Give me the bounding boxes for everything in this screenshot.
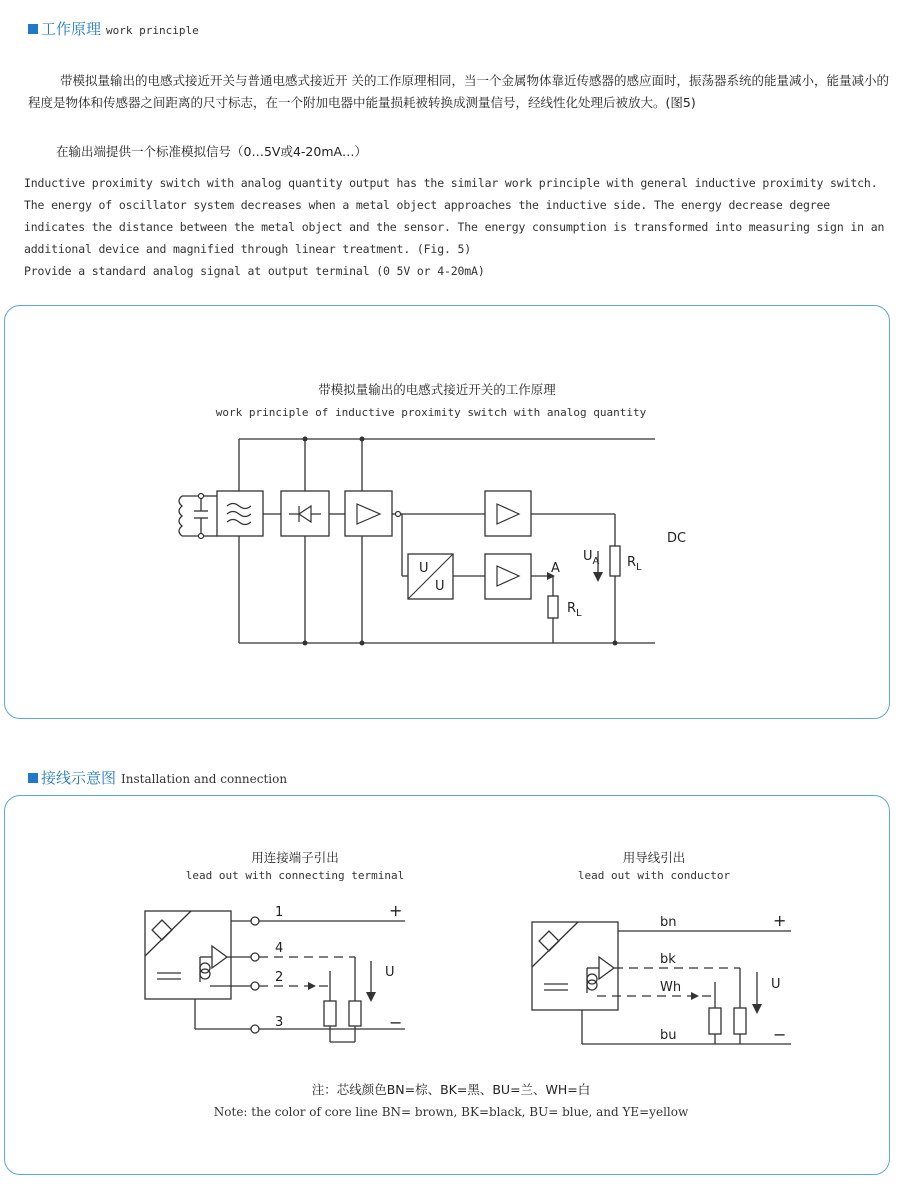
- paragraph-zh: 带模拟量输出的电感式接近开关与普通电感式接近开 关的工作原理相同，当一个金属物体靠近传感器的感应面时，振荡器系统的能量减小，能量减小的程度是物体和传感器之间距离的尺寸标志，在一个附加电器中能量损耗被转换成测量信号，经线性化处理后被放大。(图5): [28, 73, 889, 110]
- oscillator-block: [217, 491, 263, 536]
- amplifier-block-1: [345, 491, 392, 536]
- label-ua: $U_A$: [583, 549, 600, 567]
- section-heading-work-principle: [28, 18, 199, 39]
- label-a: A: [551, 561, 560, 576]
- converter-label-bottom: U: [435, 579, 445, 594]
- left-u-arrow-icon: [366, 992, 376, 1002]
- diagram-panel-wiring: [4, 795, 890, 1175]
- heading-zh: 工作原理: [41, 20, 102, 38]
- right-title-en: lead out with conductor: [577, 869, 731, 882]
- paragraph-zh-2: 在输出端提供一个标准模拟信号（0…5V或4-20mA…）: [56, 144, 368, 159]
- wire-bu-label: bu: [660, 1028, 677, 1043]
- left-plus-label: +: [389, 901, 403, 920]
- right-title-zh: 用导线引出: [622, 850, 686, 865]
- terminal-2-label: 2: [275, 970, 284, 985]
- left-title-zh: 用连接端子引出: [251, 850, 339, 865]
- circuit-wires: [179, 439, 655, 643]
- right-u-arrow-icon: [752, 1004, 762, 1014]
- label-dc: DC: [667, 531, 687, 546]
- paragraph-en: Inductive proximity switch with analog quantity output has the similar work principle with general inductive proximity switch. The energy of oscillator system decreases when a metal object approaches the inductive side. The energy decrease degree indicates the distance between the metal object and the sensor. The energy consumption is transformed into measuring sign in an additional device and magnified through linear treatment. (Fig. 5): [24, 176, 885, 256]
- left-title-en: lead out with connecting terminal: [185, 869, 405, 882]
- wire-wh-label: Wh: [660, 980, 682, 995]
- right-plus-label: +: [773, 911, 787, 930]
- left-u-label: U: [385, 965, 395, 980]
- note-en: Note: the color of core line BN= brown, BK=black, BU= blue, and YE=yellow: [213, 1105, 689, 1119]
- section-heading-installation: [28, 767, 287, 788]
- left-current-arrow-icon: [308, 982, 316, 990]
- diagram-panel-principle: [4, 305, 890, 719]
- resistor-right-icon: [610, 546, 620, 576]
- label-rl-right: $R_L$: [627, 555, 642, 573]
- amplifier-block-top: [485, 491, 531, 536]
- paragraph-en-2: Provide a standard analog signal at output terminal (0 5V or 4-20mA): [24, 264, 485, 278]
- heading-zh: 接线示意图: [41, 769, 117, 787]
- note-zh: 注：芯线颜色BN=棕、BK=黑、BU=兰、WH=白: [311, 1082, 591, 1097]
- label-rl-lower: $R_L$: [567, 601, 582, 619]
- rectifier-block: [281, 491, 329, 536]
- diagram-title-en: work principle of inductive proximity switch with analog quantity: [215, 406, 647, 419]
- terminal-4-label: 4: [275, 941, 284, 956]
- right-u-label: U: [771, 977, 781, 992]
- heading-square-icon: [28, 24, 38, 34]
- amplifier-block-lower: [485, 554, 531, 599]
- left-minus-label: −: [389, 1013, 403, 1032]
- voltage-converter-block: [408, 554, 453, 599]
- principle-circuit-diagram: [5, 306, 889, 718]
- diagram-title-zh: 带模拟量输出的电感式接近开关的工作原理: [318, 382, 556, 397]
- right-minus-label: −: [773, 1025, 787, 1044]
- wire-bk-label: bk: [660, 952, 676, 967]
- terminal-1-label: 1: [275, 905, 284, 920]
- resistor-lower-icon: [548, 596, 558, 618]
- heading-square-icon: [28, 773, 38, 783]
- ua-arrow-icon: [593, 572, 603, 582]
- right-current-arrow-icon: [691, 992, 699, 1000]
- heading-en: Installation and connection: [121, 772, 288, 786]
- terminal-3-label: 3: [275, 1015, 284, 1030]
- heading-en: work principle: [106, 24, 199, 37]
- converter-label-top: U: [419, 561, 429, 576]
- wiring-diagrams: [5, 796, 889, 1174]
- wire-bn-label: bn: [660, 915, 677, 930]
- left-terminal-circles: [251, 917, 259, 1033]
